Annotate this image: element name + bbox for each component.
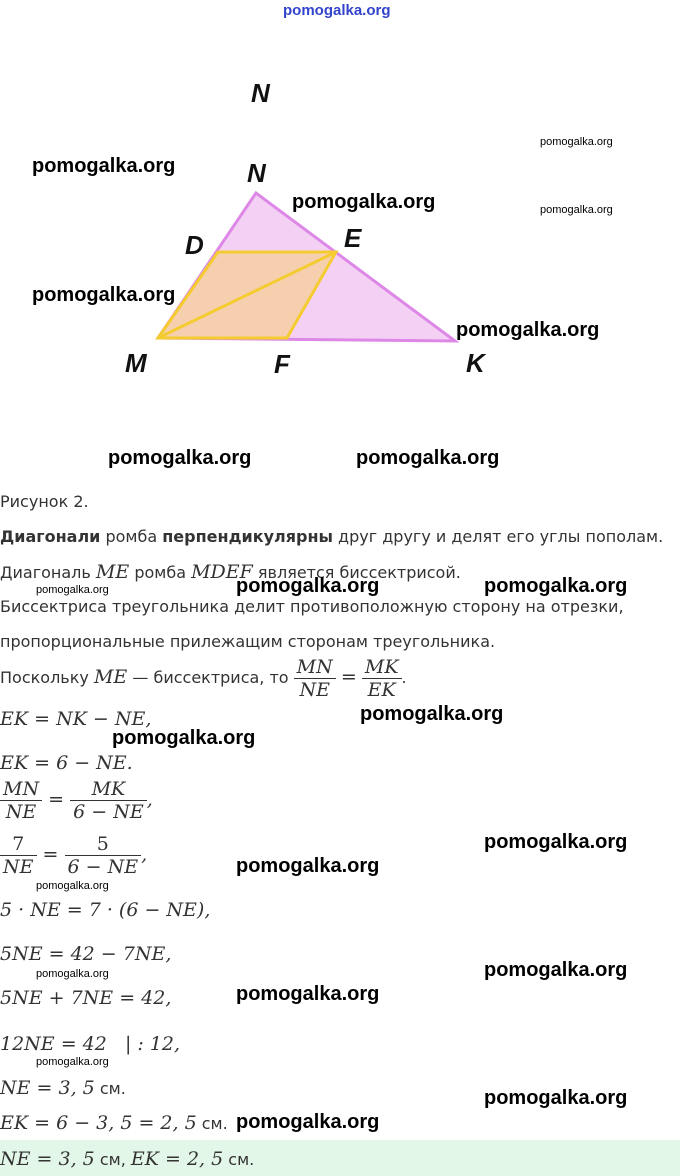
math-line-5: 5 · NE = 7 · (6 − NE), <box>0 899 211 921</box>
watermark: pomogalka.org <box>236 855 380 877</box>
watermark: pomogalka.org <box>236 1111 380 1133</box>
math-line-3: $\frac{MN}{NE}$ = $\frac{MK}{6 - NE}$ , <box>0 778 153 823</box>
label-k: K <box>466 348 485 378</box>
watermark: pomogalka.org <box>484 575 628 597</box>
text-line-1: Диагонали ромба перпендикулярны друг другу и делят его углы пополам. <box>0 527 664 546</box>
watermark: pomogalka.org <box>36 584 109 596</box>
watermark: pomogalka.org <box>236 983 380 1005</box>
bold-diagonals: Диагонали <box>0 527 101 546</box>
math-line-7: 5NE + 7NE = 42, <box>0 987 172 1009</box>
label-d: D <box>185 230 204 260</box>
text-line-5: Поскольку ME — биссектриса, то $\frac{MN}{NE}$ = $\frac{MK}{EK}$ . <box>0 656 407 701</box>
text-line-4: пропорциональные прилежащим сторонам треугольника. <box>0 632 496 651</box>
watermark: pomogalka.org <box>360 703 504 725</box>
watermark: pomogalka.org <box>32 155 176 177</box>
watermark: pomogalka.org <box>456 319 600 341</box>
triangle-rhombus-figure <box>0 80 680 400</box>
watermark: pomogalka.org <box>108 447 252 469</box>
math-line-4: $\frac{7}{NE}$ = $\frac{5}{6 - NE}$ , <box>0 833 147 878</box>
watermark-top: pomogalka.org <box>283 2 391 19</box>
watermark: pomogalka.org <box>484 959 628 981</box>
watermark: pomogalka.org <box>540 204 613 216</box>
watermark: pomogalka.org <box>36 880 109 892</box>
text-line-2: Диагональ ME ромба MDEF является биссектрисой. <box>0 561 461 583</box>
bold-perpendicular: перпендикулярны <box>162 527 333 546</box>
watermark: pomogalka.org <box>112 727 256 749</box>
math-line-9: NE = 3, 5 см. <box>0 1077 126 1099</box>
watermark: pomogalka.org <box>236 575 380 597</box>
math-line-10: EK = 6 − 3, 5 = 2, 5 см. <box>0 1112 228 1134</box>
label-e: E <box>344 223 362 253</box>
answer-box <box>0 1140 680 1176</box>
text-line-3: Биссектриса треугольника делит противоположную сторону на отрезки, <box>0 597 624 616</box>
fraction-mn-ne: $\frac{MN}{NE}$ <box>294 656 336 701</box>
fraction-mk-ek: $\frac{MK}{EK}$ <box>362 656 402 701</box>
watermark: pomogalka.org <box>484 831 628 853</box>
label-n: N <box>247 158 266 188</box>
answer-line: NE = 3, 5 см, EK = 2, 5 см. <box>0 1148 255 1170</box>
label-top-partial: N <box>251 80 270 108</box>
figure-caption: Рисунок 2. <box>0 492 89 511</box>
math-line-8: 12NE = 42 | : 12, <box>0 1033 181 1055</box>
math-line-2: EK = 6 − NE. <box>0 752 133 774</box>
math-line-6: 5NE = 42 − 7NE, <box>0 943 172 965</box>
watermark: pomogalka.org <box>484 1087 628 1109</box>
watermark: pomogalka.org <box>36 968 109 980</box>
watermark: pomogalka.org <box>356 447 500 469</box>
math-line-1: EK = NK − NE, <box>0 708 152 730</box>
label-f: F <box>274 349 290 379</box>
watermark: pomogalka.org <box>36 1056 109 1068</box>
label-m: M <box>125 348 147 378</box>
watermark: pomogalka.org <box>292 191 436 213</box>
watermark: pomogalka.org <box>32 284 176 306</box>
watermark: pomogalka.org <box>540 136 613 148</box>
